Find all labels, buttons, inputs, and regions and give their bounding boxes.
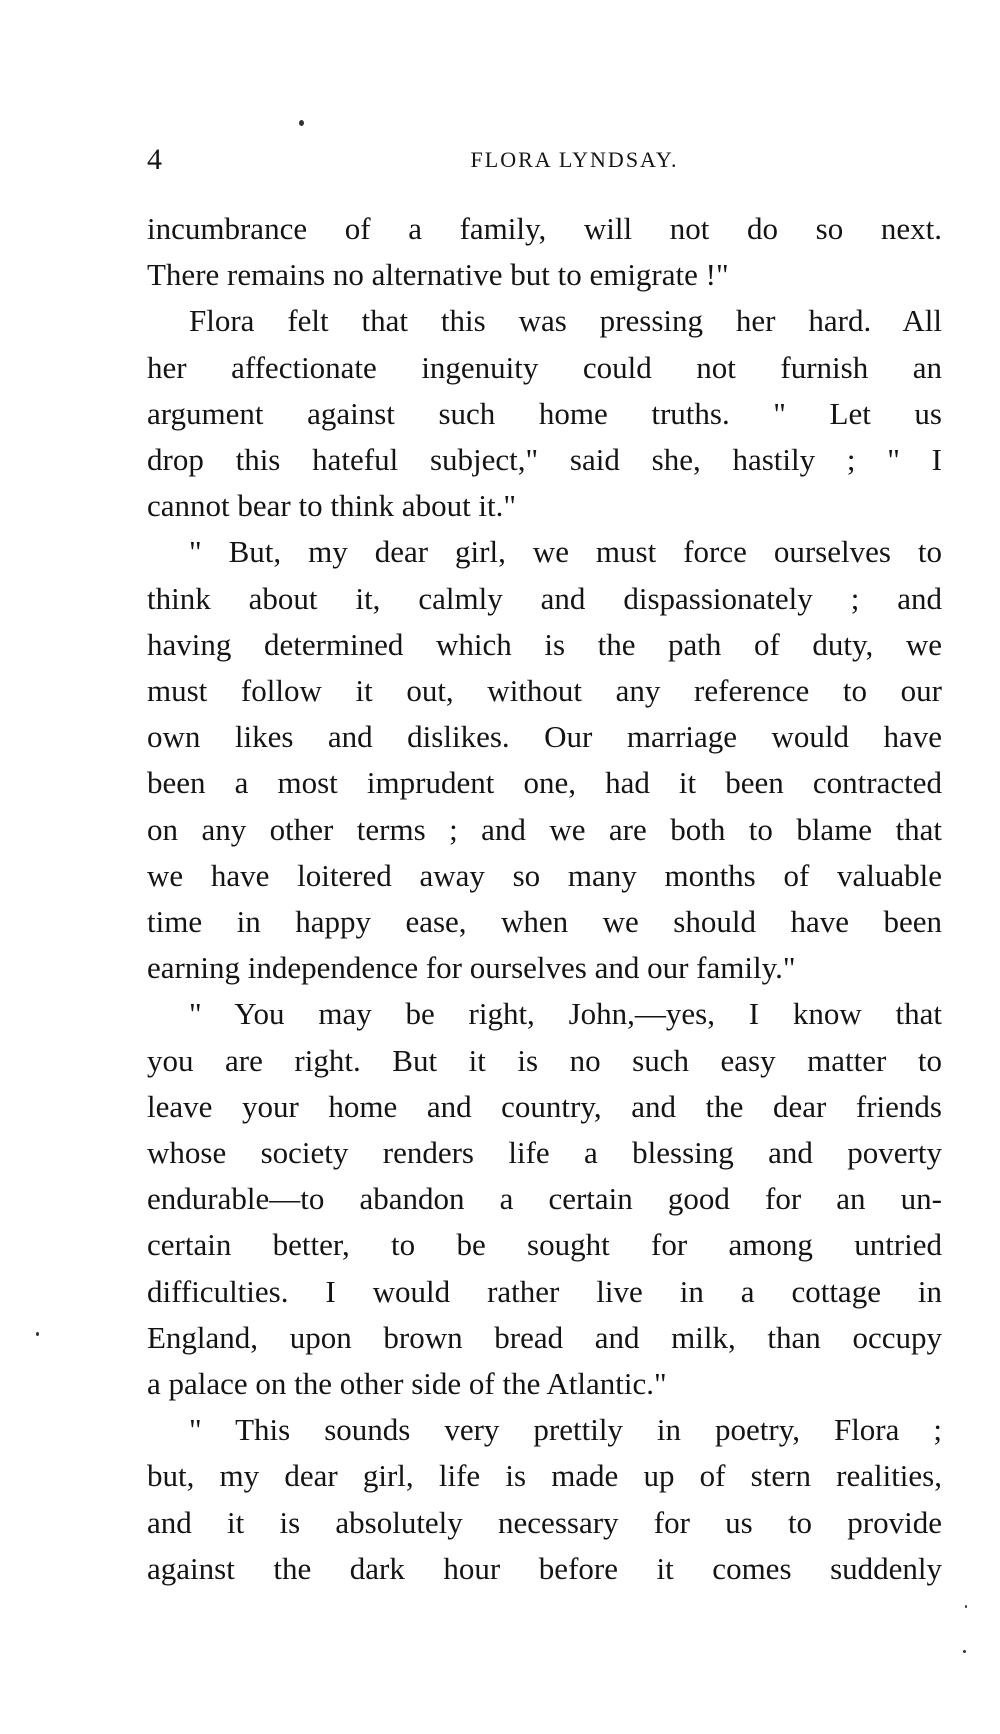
running-head <box>147 140 942 180</box>
paragraph <box>147 298 942 529</box>
ink-speck <box>965 1605 967 1608</box>
ink-speck <box>36 1332 39 1336</box>
text-line: leave your home and country, and the dear friends <box>147 1088 942 1124</box>
body-text <box>147 206 942 1592</box>
text-line: but, my dear girl, life is made up of stern realities, <box>147 1458 942 1494</box>
text-line: There remains no alternative but to emigrate !" <box>147 257 729 293</box>
text-line: " This sounds very prettily in poetry, Flora ; <box>189 1412 942 1448</box>
text-line: her affectionate ingenuity could not furnish an <box>147 349 942 385</box>
text-line: endurable—to abandon a certain good for an un- <box>147 1181 942 1217</box>
text-line: argument against such home truths. " Let us <box>147 395 942 431</box>
text-line: been a most imprudent one, had it been contracted <box>147 765 942 801</box>
ink-speck <box>963 1650 966 1653</box>
paragraph <box>147 1407 942 1592</box>
text-line: time in happy ease, when we should have been <box>147 904 942 940</box>
ink-speck <box>299 120 304 126</box>
text-line: a palace on the other side of the Atlantic." <box>147 1366 667 1402</box>
text-line: we have loitered away so many months of valuable <box>147 857 942 893</box>
text-line: having determined which is the path of duty, we <box>147 626 942 662</box>
text-line: must follow it out, without any reference to our <box>147 673 942 709</box>
text-line: you are right. But it is no such easy matter to <box>147 1042 942 1078</box>
page-number: 4 <box>147 143 162 176</box>
text-line: difficulties. I would rather live in a cottage in <box>147 1273 942 1309</box>
paragraph <box>147 206 942 298</box>
text-line: whose society renders life a blessing and poverty <box>147 1135 942 1171</box>
text-line: Flora felt that this was pressing her hard. All <box>189 303 942 339</box>
text-line: own likes and dislikes. Our marriage would have <box>147 719 942 755</box>
text-line: think about it, calmly and dispassionately ; and <box>147 580 942 616</box>
paragraph <box>147 991 942 1407</box>
text-line: on any other terms ; and we are both to blame that <box>147 811 942 847</box>
text-line: " But, my dear girl, we must force ourselves to <box>189 534 942 570</box>
text-line: against the dark hour before it comes suddenly <box>147 1550 942 1586</box>
text-line: certain better, to be sought for among untried <box>147 1227 942 1263</box>
text-line: drop this hateful subject," said she, hastily ; " I <box>147 442 942 478</box>
running-title: FLORA LYNDSAY. <box>470 147 679 172</box>
text-line: England, upon brown bread and milk, than occupy <box>147 1319 942 1355</box>
text-line: cannot bear to think about it." <box>147 488 517 524</box>
paragraph <box>147 529 942 991</box>
text-line: earning independence for ourselves and our family." <box>147 950 796 986</box>
text-line: " You may be right, John,—yes, I know that <box>189 996 942 1032</box>
text-line: and it is absolutely necessary for us to provide <box>147 1504 942 1540</box>
text-line: incumbrance of a family, will not do so next. <box>147 211 942 246</box>
